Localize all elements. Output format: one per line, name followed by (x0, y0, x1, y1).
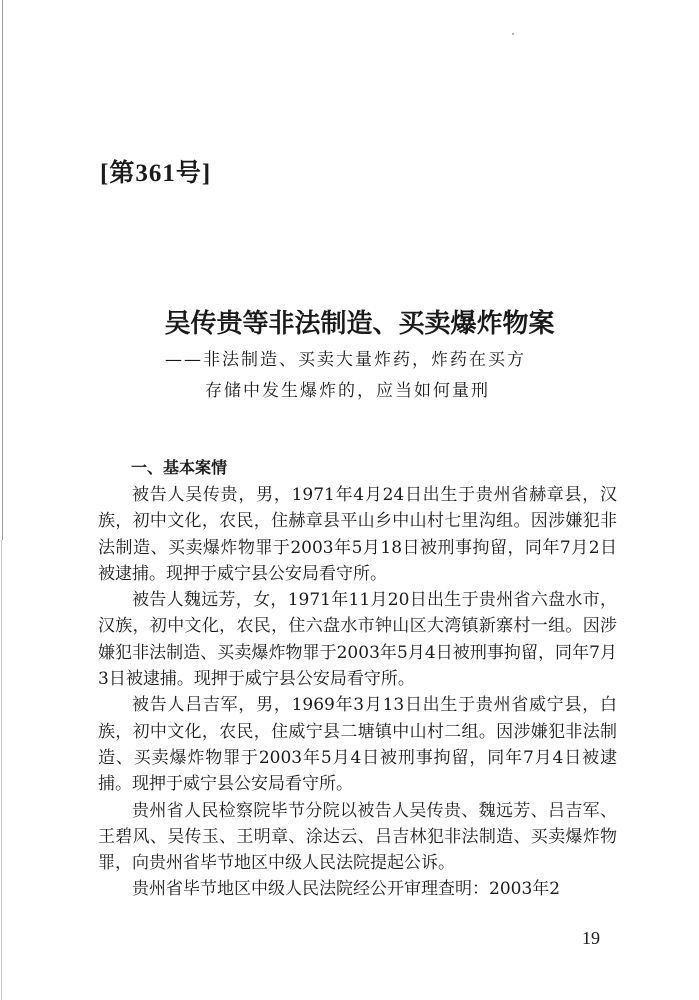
section-heading: 一、基本案情 (131, 458, 228, 477)
body-text (98, 482, 617, 903)
page-number: 19 (582, 928, 600, 948)
paragraph-defendant-lv: 被告人吕吉军，男，1969年3月13日出生于贵州省威宁县，白族，初中文化，农民，住威宁县二塘镇中山村二组。因涉嫌犯非法制造、买卖爆炸物罪于2003年5月4日被刑事拘留，同年7月4日被逮捕。现押于威宁县公安局看守所。 (98, 695, 617, 795)
page-edge-line-lower (1, 540, 2, 1000)
paragraph-defendant-wu: 被告人吴传贵，男，1971年4月24日出生于贵州省赫章县，汉族，初中文化，农民，住赫章县平山乡中山村七里沟组。因涉嫌犯非法制造、买卖爆炸物罪于2003年5月18日被刑事拘留，同年7月2日被逮捕。现押于威宁县公安局看守所。 (98, 485, 617, 584)
paragraph-prosecution: 贵州省人民检察院毕节分院以被告人吴传贵、魏远芳、吕吉军、王碧风、吴传玉、王明章、涂达云、吕吉林犯非法制造、买卖爆炸物罪，向贵州省毕节地区中级人民法院提起公诉。 (98, 800, 617, 874)
case-subtitle-line2: 存储中发生爆炸的，应当如何量刑 (205, 381, 490, 401)
case-title: 吴传贵等非法制造、买卖爆炸物案 (164, 309, 555, 339)
paragraph-defendant-wei: 被告人魏远芳，女，1971年11月20日出生于贵州省六盘水市，汉族，初中文化，农民，住六盘水市钟山区大湾镇新寨村一组。因涉嫌犯非法制造、买卖爆炸物罪于2003年5月4日被刑事拘留，同年7月3日被逮捕。现押于威宁县公安局看守所。 (98, 590, 617, 690)
page-edge-line (2, 0, 3, 540)
paragraph-court-findings: 贵州省毕节地区中级人民法院经公开审理查明：2003年2 (132, 879, 561, 900)
case-number: [第361号] (100, 160, 212, 187)
case-subtitle-line1: ——非法制造、买卖大量炸药，炸药在买方 (165, 350, 526, 370)
scan-speck (512, 33, 514, 35)
